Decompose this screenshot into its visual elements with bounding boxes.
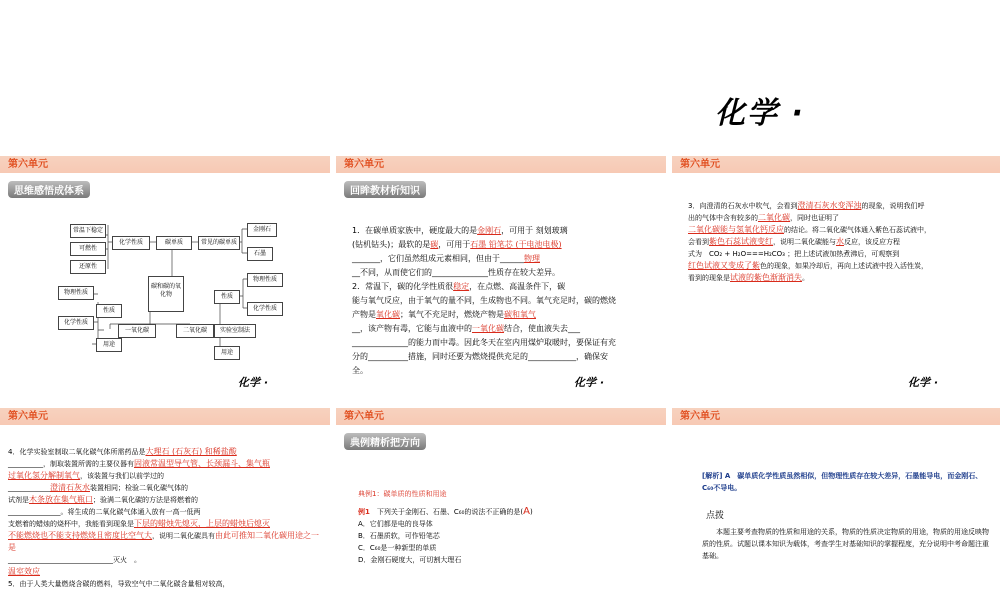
map-node-co: 一氧化碳 [118, 324, 156, 338]
answer-blank: 碳和氧气 [504, 310, 536, 319]
answer-blank: 导气管、长颈漏斗、集气瓶 [174, 459, 270, 468]
answer-blank: 澄清石灰水 [50, 483, 90, 492]
slide2-body: 1．在碳单质家族中，硬度最大的是金刚石，可用于 刻划玻璃 (钻机钻头)；最软的是碳，可用于石墨 铅笔芯 (干电池电极) _______，它们虽然组成元素相同，但由于______物理 __不同，从而使它们的______________性质存在较大差异。 2．常温下，碳的化学性质很稳定，在点燃、高温条件下，碳 能与氧气反应，由于氧气的量不同，生成物也不同。氧气充足时，碳的燃烧 产物是氧化碳；氧气不充足时，燃烧产物是碳和氧气 __，该产物有毒，它能与血液中的一氧化碳结合，使血液失去___ ______________的能力而中毒。因此冬天在室内用煤炉取暖时，要保证有充 分的__________措施，同时还要为燃烧提供充足的____________，确保安 全。 [352, 226, 616, 375]
map-node-chem-left: 化学性质 [58, 316, 94, 330]
answer-blank: 过氧化氢分解制氧气 [8, 471, 80, 480]
section-tag: 思维感悟成体系 [8, 181, 90, 198]
map-node-lab-method: 实验室制法 [214, 324, 256, 338]
option-d: D．金刚石硬度大，可切割大理石 [358, 556, 462, 564]
map-node-phys-right: 物理性质 [247, 273, 283, 287]
map-node-graphite: 石墨 [247, 247, 273, 261]
chapter-header: 第六单元 [0, 156, 330, 173]
answer-blank: 氧化碳 [376, 310, 400, 319]
slide-concept-map[interactable] [0, 156, 330, 400]
answer-blank: 试液的紫色渐渐消失 [730, 273, 802, 282]
slide5-body: 典例1：碳单质的性质和用途 例1 下列关于金刚石、石墨、C₆₀的说法不正确的是(A) A．它们都是电的良导体 B．石墨质软，可作铅笔芯 C．C₆₀是一种新型的单质 D．金刚石硬度大，可切割大理石 [358, 488, 658, 566]
map-node-common-carbon: 常见的碳单质 [198, 236, 240, 250]
map-node-use-right: 用途 [214, 346, 240, 360]
slide4-body: 4．化学实验室制取二氧化碳气体所需药品是大理石 (石灰石) 和稀盐酸 __________，制取装置所需的主要仪器有固液常温型导气管、长颈漏斗、集气瓶 过氧化氢分解制氧气，该装置与我们以前学过的 ____________澄清石灰水装置相同；检验二氧化碳气体的 试剂是木条放在集气瓶口；验满二氧化碳的方法是将燃着的 _______________。将生成的二氧化碳气体通入放有一高一低两 支燃着的蜡烛的烧杯中，我能看到现象是下层的蜡烛先熄灭，上层的蜡烛后熄灭 不能燃烧也不能支持燃烧且密度比空气大，说明二氧化碳具有由此可推知二氧化碳用途之一是 ______________________________灭火 。 温室效应 5．由于人类大量燃烧含碳的燃料，导致空气中二氧化碳含量相对较高， [8, 447, 319, 588]
answer-blank: 一氧化碳 [472, 324, 504, 333]
chapter-header: 第六单元 [0, 408, 330, 425]
answer-blank: 水 [836, 237, 844, 246]
tip-text: 本题主要考查物质的性质和用途的关系，物质的性质决定物质的用途，物质的用途反映物质的性质。试题以课本知识为载体，考查学生对基础知识的掌握程度，充分说明中考命题注重基础。 [702, 528, 989, 560]
answer-blank: 紫色石蕊试液变红 [709, 237, 773, 246]
slide-footer: 化学 · [573, 376, 604, 389]
map-node-use-left: 用途 [96, 338, 122, 352]
answer-blank: 石墨 铅笔芯 (干电池电极) [470, 240, 562, 249]
answer-blank: 固液常温型 [134, 459, 174, 468]
slide3-body: 3．向澄清的石灰水中吹气，会看到澄清石灰水变浑浊的现象，说明我们呼 出的气体中含有较多的二氧化碳，同时也证明了 二氧化碳能与氢氧化钙反应的结论。将二氧化碳气体通入紫色石蕊试液中， 会看到紫色石蕊试液变红，说明二氧化碳能与水反应，该反应方程 式为 CO₂ + H₂O===H₂CO₃ ；把上述试液加热煮沸后，可观察到 红色试液又变成了紫色的现象，如果冷却后，再向上述试液中投入活性炭， 看到的现象是试液的紫色渐渐消失。 [688, 201, 931, 282]
slide-footer: 化学 · [907, 376, 938, 389]
slide-textbook-review[interactable] [336, 156, 666, 400]
map-node-prop-right: 性质 [214, 290, 240, 304]
map-node-reducing: 还原性 [70, 260, 106, 274]
map-node-co2: 二氧化碳 [176, 324, 214, 338]
slide-analysis[interactable] [672, 408, 1000, 600]
answer-blank: 碳 [430, 240, 439, 249]
answer-blank: 红色试液又变成了紫 [688, 261, 760, 270]
answer-blank: 不能燃烧也不能支持燃烧且密度比空气大 [8, 531, 152, 540]
chapter-header: 第六单元 [336, 156, 666, 173]
answer-blank: 木条放在集气瓶口 [29, 495, 93, 504]
slide6-body: [解析] A 碳单质化学性质虽然相似，但物理性质存在较大差异，石墨能导电，而金刚石、C₆₀不导电。 点拨 本题主要考查物质的性质和用途的关系，物质的性质决定物质的用途，物质的用途反映物质的性质。试题以课本知识为载体，考查学生对基础知识的掌握程度，充分说明中考命题注重基础。 [702, 472, 989, 560]
section-tag: 回眸教材析知识 [344, 181, 426, 198]
section-tag: 典例精析把方向 [344, 433, 426, 450]
answer-blank: 下层的蜡烛先熄灭，上层的蜡烛后熄灭 [134, 519, 270, 528]
answer-blank: 金刚石 [477, 226, 502, 235]
chapter-header: 第六单元 [672, 156, 1000, 173]
map-node-diamond: 金刚石 [247, 223, 277, 237]
answer-blank: 二氧化碳 [758, 213, 790, 222]
map-node-stable: 常温下稳定 [70, 224, 106, 238]
chapter-header: 第六单元 [672, 408, 1000, 425]
slide-co2-experiments[interactable] [672, 156, 1000, 400]
answer-blank: 二氧化碳能与氢氧化钙反应 [688, 225, 784, 234]
answer-blank: 稳定 [453, 282, 470, 291]
cover-title: 化学 · [715, 96, 805, 131]
map-node-center: 碳和碳的氧化物 [148, 276, 184, 312]
map-node-flammable: 可燃性 [70, 242, 106, 256]
answer-blank: 大理石 (石灰石) 和稀盐酸 [145, 447, 237, 456]
map-node-prop: 性质 [96, 304, 122, 318]
map-node-carbon-elem: 碳单质 [156, 236, 192, 250]
answer-blank: 温室效应 [8, 567, 40, 576]
chapter-header: 第六单元 [336, 408, 666, 425]
map-node-chem-prop: 化学性质 [112, 236, 150, 250]
answer-blank: 澄清石灰水变浑浊 [797, 201, 862, 210]
example-topic: 典例1：碳单质的性质和用途 [358, 490, 447, 498]
slide-co2-lab[interactable] [0, 408, 330, 600]
answer-blank: 物理 [524, 254, 540, 263]
tip-label: 点拨 [706, 511, 725, 521]
option-a: A．它们都是电的良导体 [358, 520, 433, 528]
slide-footer: 化学 · [237, 376, 268, 389]
option-c: C．C₆₀是一种新型的单质 [358, 544, 437, 552]
map-node-phys-left: 物理性质 [58, 286, 94, 300]
slide-example[interactable] [336, 408, 666, 600]
map-node-chem-right: 化学性质 [247, 302, 283, 316]
option-b: B．石墨质软，可作铅笔芯 [358, 532, 440, 540]
